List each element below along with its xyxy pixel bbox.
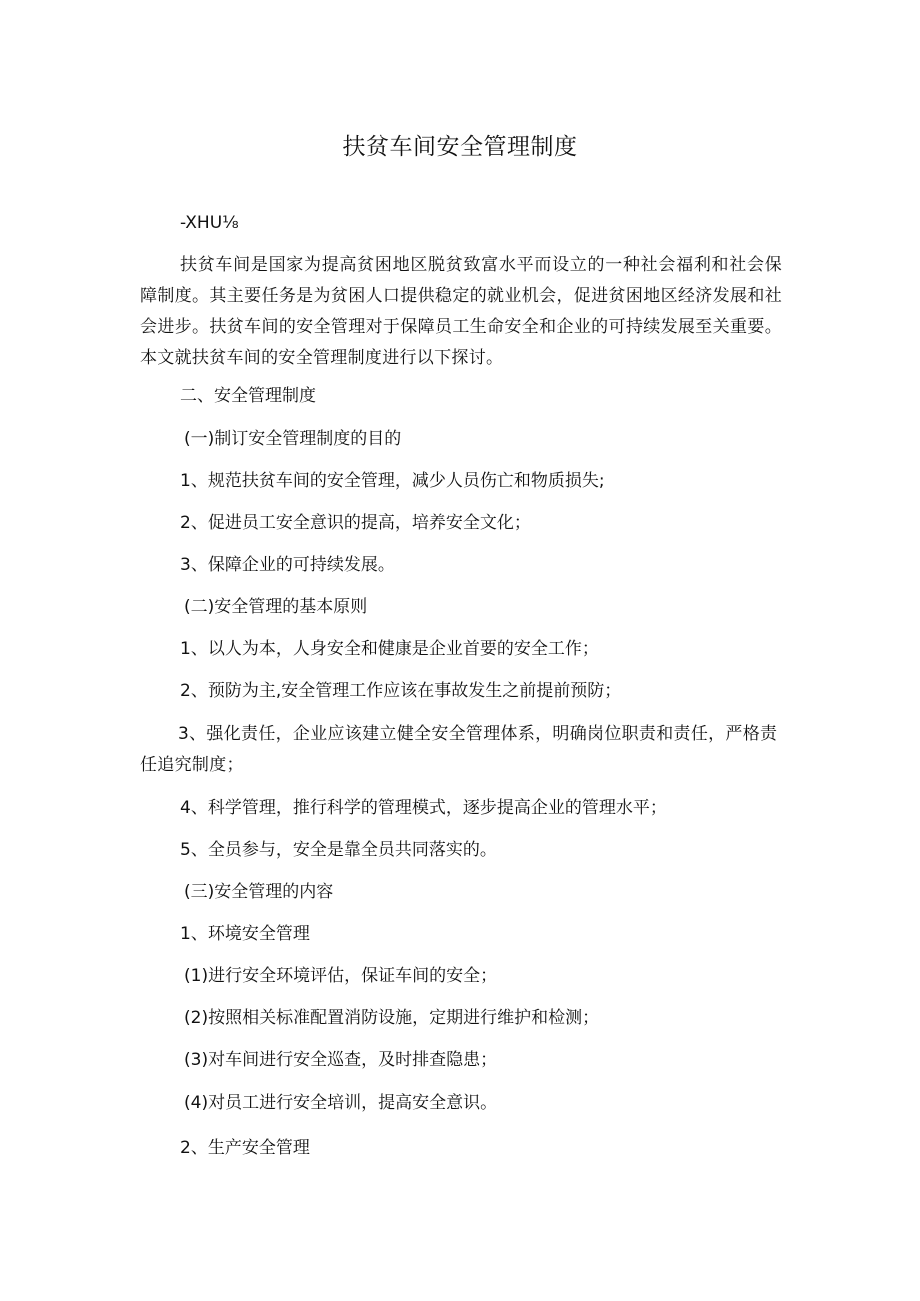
list-item: (1)进行安全环境评估，保证车间的安全； bbox=[184, 966, 498, 986]
intro-paragraph: 扶贫车间是国家为提高贫困地区脱贫致富水平而设立的一种社会福利和社会保障制度。其主要任务是为贫困人口提供稳定的就业机会，促进贫困地区经济发展和社会进步。扶贫车间的安全管理对于保障员工生命安全和企业的可持续发展至关重要。本文就扶贫车间的安全管理制度进行以下探讨。 bbox=[140, 255, 782, 368]
section-heading-safety-system: 二、安全管理制度 bbox=[180, 386, 316, 406]
list-item: 5、全员参与，安全是靠全员共同落实的。 bbox=[180, 840, 497, 860]
subsection-heading-principles: (二)安全管理的基本原则 bbox=[184, 597, 368, 617]
list-item: 3、保障企业的可持续发展。 bbox=[180, 555, 395, 575]
item-heading-production: 2、生产安全管理 bbox=[180, 1138, 310, 1158]
list-item: 1、规范扶贫车间的安全管理，减少人员伤亡和物质损失; bbox=[180, 471, 605, 491]
list-item: 1、以人为本，人身安全和健康是企业首要的安全工作； bbox=[180, 639, 599, 659]
list-item: (3)对车间进行安全巡查，及时排查隐患； bbox=[184, 1050, 498, 1070]
list-item: 2、促进员工安全意识的提高，培养安全文化； bbox=[180, 513, 531, 533]
subsection-heading-purpose: (一)制订安全管理制度的目的 bbox=[184, 429, 402, 449]
garbled-heading: -XHU⅛ bbox=[180, 213, 239, 233]
item-heading-environment: 1、环境安全管理 bbox=[180, 924, 310, 944]
subsection-heading-content: (三)安全管理的内容 bbox=[184, 882, 334, 902]
list-item: 2、预防为主,安全管理工作应该在事故发生之前提前预防； bbox=[180, 681, 622, 701]
list-item: 3、强化责任，企业应该建立健全安全管理体系，明确岗位职责和责任，严格责任追究制度； bbox=[140, 724, 778, 775]
list-item: (4)对员工进行安全培训，提高安全意识。 bbox=[184, 1093, 498, 1113]
list-item: 4、科学管理，推行科学的管理模式，逐步提高企业的管理水平； bbox=[180, 798, 667, 818]
list-item: (2)按照相关标准配置消防设施，定期进行维护和检测； bbox=[184, 1008, 600, 1028]
document-title: 扶贫车间安全管理制度 bbox=[342, 134, 578, 160]
